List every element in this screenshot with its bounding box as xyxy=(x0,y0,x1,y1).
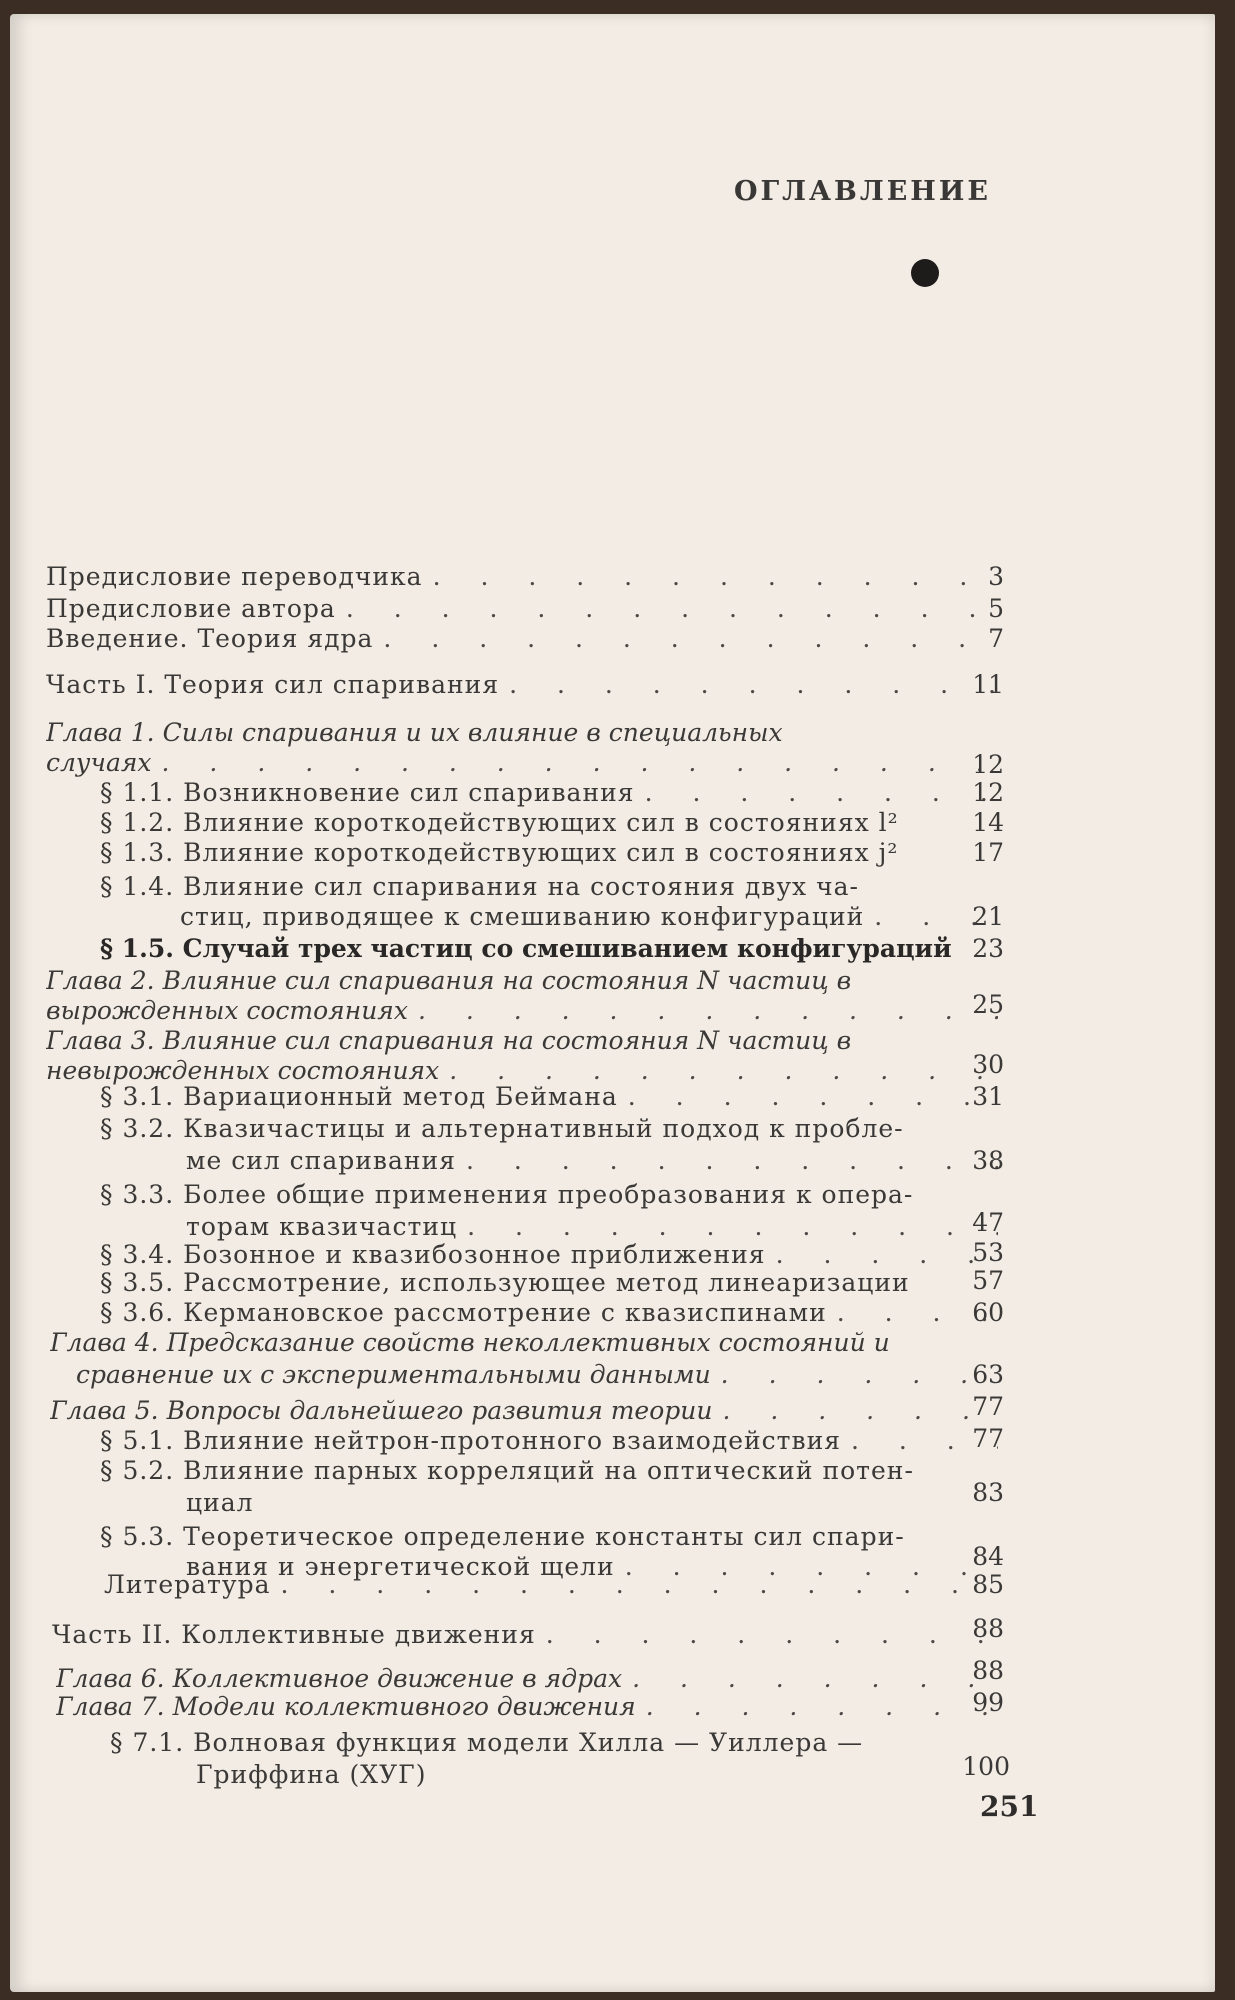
toc-entry-section: § 1.1. Возникновение сил спаривания . . . xyxy=(100,778,1008,810)
toc-entry-chapter: Глава 1. Силы спаривания и их влияние в специальных xyxy=(46,718,783,747)
toc-entry-chapter-cont: невырожденных состояниях . . . xyxy=(46,1056,1008,1088)
toc-page-number: 14 xyxy=(972,808,1004,837)
toc-entry-section: § 5.2. Влияние парных корреляций на оптический потен- xyxy=(100,1456,914,1485)
toc-page-number: 12 xyxy=(972,750,1004,779)
toc-page-number: 23 xyxy=(972,934,1004,963)
toc-entry-section: § 5.1. Влияние нейтрон-протонного взаимодействия . . . xyxy=(100,1426,1008,1458)
toc-page-number: 99 xyxy=(972,1688,1004,1717)
toc-entry-section-cont: торам квазичастиц . . . xyxy=(186,1212,1008,1244)
toc-page-number: 88 xyxy=(972,1614,1004,1643)
toc-page-number: 85 xyxy=(972,1570,1004,1599)
toc-entry: Предисловие переводчика . . . xyxy=(46,562,1008,594)
toc-entry-section: § 7.1. Волновая функция модели Хилла — Уиллера — xyxy=(110,1728,864,1757)
toc-entry-section-cont: ме сил спаривания . . . xyxy=(186,1146,1008,1178)
toc-page-number: 60 xyxy=(972,1298,1004,1327)
toc-entry-section-cont: вания и энергетической щели . . . xyxy=(186,1552,1008,1584)
toc-page-number: 57 xyxy=(972,1266,1004,1295)
toc-entry-section: § 3.4. Бозонное и квазибозонное приближения . . . xyxy=(100,1240,1008,1272)
toc-entry-part: Часть II. Коллективные движения . . . xyxy=(52,1620,1008,1652)
toc-entry-section: § 3.5. Рассмотрение, использующее метод линеаризации xyxy=(100,1268,910,1297)
toc-page-number: 5 xyxy=(988,594,1004,623)
toc-entry-section: § 3.1. Вариационный метод Беймана . . . xyxy=(100,1082,1008,1114)
toc-page-number: 47 xyxy=(972,1208,1004,1237)
toc-entry-section-cont: Гриффина (ХУГ) xyxy=(196,1760,427,1789)
toc-page-number: 3 xyxy=(988,562,1004,591)
toc-entry: Предисловие автора . . . xyxy=(46,594,1008,626)
toc-entry-chapter-cont: случаях . . . xyxy=(46,748,1008,780)
toc-entry-chapter: Глава 3. Влияние сил спаривания на состояния N частиц в xyxy=(46,1026,852,1055)
toc-page-number: 83 xyxy=(972,1478,1004,1507)
toc-page-number: 77 xyxy=(972,1392,1004,1421)
toc-page-number: 17 xyxy=(972,838,1004,867)
toc-page-number: 7 xyxy=(988,624,1004,653)
toc-entry-chapter-cont: сравнение их с экспериментальными данными . . . xyxy=(76,1360,1008,1392)
toc-entry-section: § 1.4. Влияние сил спаривания на состояния двух ча- xyxy=(100,872,859,901)
toc-entry: Литература . . . xyxy=(104,1570,1008,1602)
toc-page-number: 30 xyxy=(972,1050,1004,1079)
toc-page-number: 21 xyxy=(972,902,1004,931)
toc-entry-section-cont: стиц, приводящее к смешиванию конфигураций . . . xyxy=(180,902,1008,934)
toc-page-number: 11 xyxy=(972,670,1004,699)
toc-page-number: 38 xyxy=(972,1146,1004,1175)
toc-page-number: 25 xyxy=(972,990,1004,1019)
toc-entry-part: Часть I. Теория сил спаривания . . . xyxy=(46,670,1008,702)
toc-entry-chapter: Глава 2. Влияние сил спаривания на состояния N частиц в xyxy=(46,966,852,995)
toc-entry-section-cont: циал xyxy=(186,1488,254,1517)
toc-entry-section: § 1.5. Случай трех частиц со смешиванием конфигураций xyxy=(100,934,952,963)
toc-page-number: 100 xyxy=(962,1752,1010,1781)
toc-page-number: 63 xyxy=(972,1360,1004,1389)
toc-page-number: 31 xyxy=(972,1082,1004,1111)
toc-entry-chapter: Глава 4. Предсказание свойств неколлективных состояний и xyxy=(50,1328,890,1357)
toc-entry-section: § 3.6. Кермановское рассмотрение с квазиспинами . . . xyxy=(100,1298,1008,1330)
page-folio-number: 251 xyxy=(980,1790,1039,1823)
toc-entry-chapter: Глава 5. Вопросы дальнейшего развития теории . . . xyxy=(50,1396,1008,1428)
toc-entry-section: § 1.3. Влияние короткодействующих сил в состояниях j² xyxy=(100,838,899,867)
page-title: ОГЛАВЛЕНИЕ xyxy=(734,176,991,207)
toc-entry-section: § 3.3. Более общие применения преобразования к опера- xyxy=(100,1180,914,1209)
toc-page-number: 77 xyxy=(972,1424,1004,1453)
toc-page-number: 53 xyxy=(972,1238,1004,1267)
toc-page-number: 88 xyxy=(972,1656,1004,1685)
toc-entry-chapter: Глава 6. Коллективное движение в ядрах . . . xyxy=(56,1664,1008,1696)
toc-entry: Введение. Теория ядра . . . xyxy=(46,624,1008,656)
toc-entry-chapter-cont: вырожденных состояниях . . . xyxy=(46,996,1008,1028)
toc-entry-section: § 3.2. Квазичастицы и альтернативный подход к пробле- xyxy=(100,1114,904,1143)
toc-entry-section: § 1.2. Влияние короткодействующих сил в состояниях l² xyxy=(100,808,899,837)
toc-entry-chapter: Глава 7. Модели коллективного движения . . . xyxy=(56,1692,1008,1724)
toc-entry-section: § 5.3. Теоретическое определение константы сил спари- xyxy=(100,1522,905,1551)
toc-page-number: 84 xyxy=(972,1542,1004,1571)
toc-page-number: 12 xyxy=(972,778,1004,807)
